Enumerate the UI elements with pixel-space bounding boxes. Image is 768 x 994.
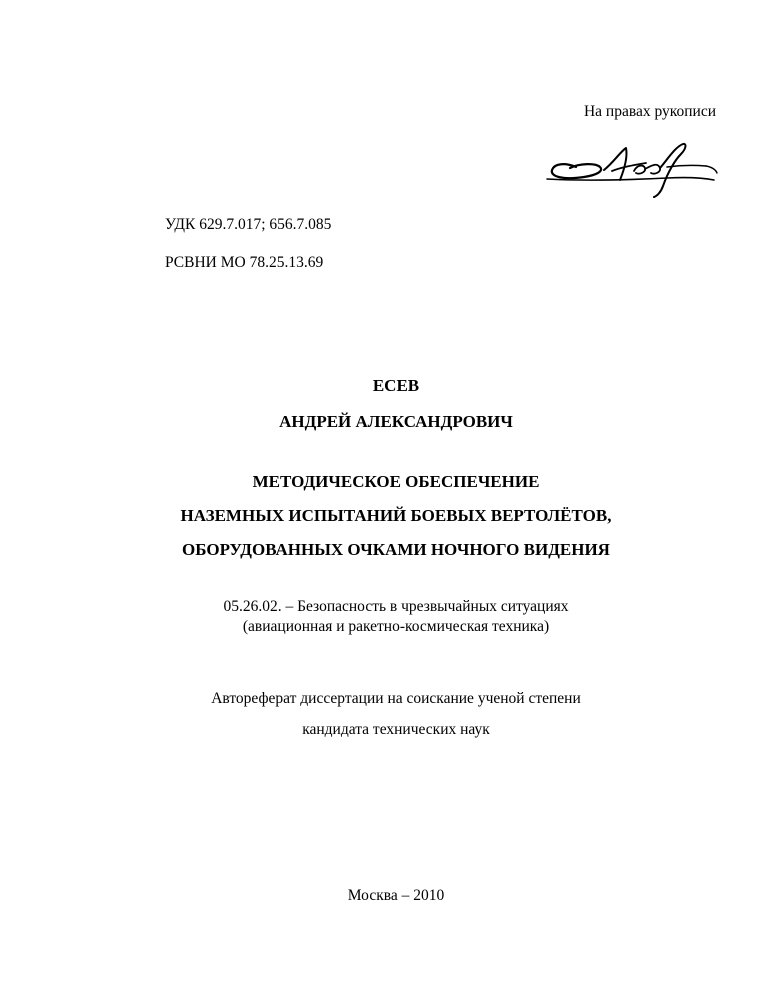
udk-code: УДК 629.7.017; 656.7.085 bbox=[165, 216, 332, 233]
abstract-type-line: Автореферат диссертации на соискание ученой степени bbox=[211, 690, 581, 707]
manuscript-rights-note: На правах рукописи bbox=[583, 103, 716, 120]
dissertation-title-line: НАЗЕМНЫХ ИСПЫТАНИЙ БОЕВЫХ ВЕРТОЛЁТОВ, bbox=[180, 506, 612, 525]
specialty-code-line: 05.26.02. – Безопасность в чрезвычайных ситуациях bbox=[223, 598, 569, 615]
rsvni-code: РСВНИ МО 78.25.13.69 bbox=[165, 254, 324, 271]
author-given-names: АНДРЕЙ АЛЕКСАНДРОВИЧ bbox=[279, 412, 513, 431]
signature-icon bbox=[542, 140, 720, 198]
place-and-year: Москва – 2010 bbox=[347, 887, 445, 904]
author-surname: ЕСЕВ bbox=[372, 376, 420, 395]
specialty-description-line: (авиационная и ракетно-космическая техника) bbox=[242, 618, 550, 635]
dissertation-title-line: ОБОРУДОВАННЫХ ОЧКАМИ НОЧНОГО ВИДЕНИЯ bbox=[182, 540, 610, 559]
dissertation-title-line: МЕТОДИЧЕСКОЕ ОБЕСПЕЧЕНИЕ bbox=[252, 472, 540, 491]
degree-line: кандидата технических наук bbox=[302, 721, 490, 738]
